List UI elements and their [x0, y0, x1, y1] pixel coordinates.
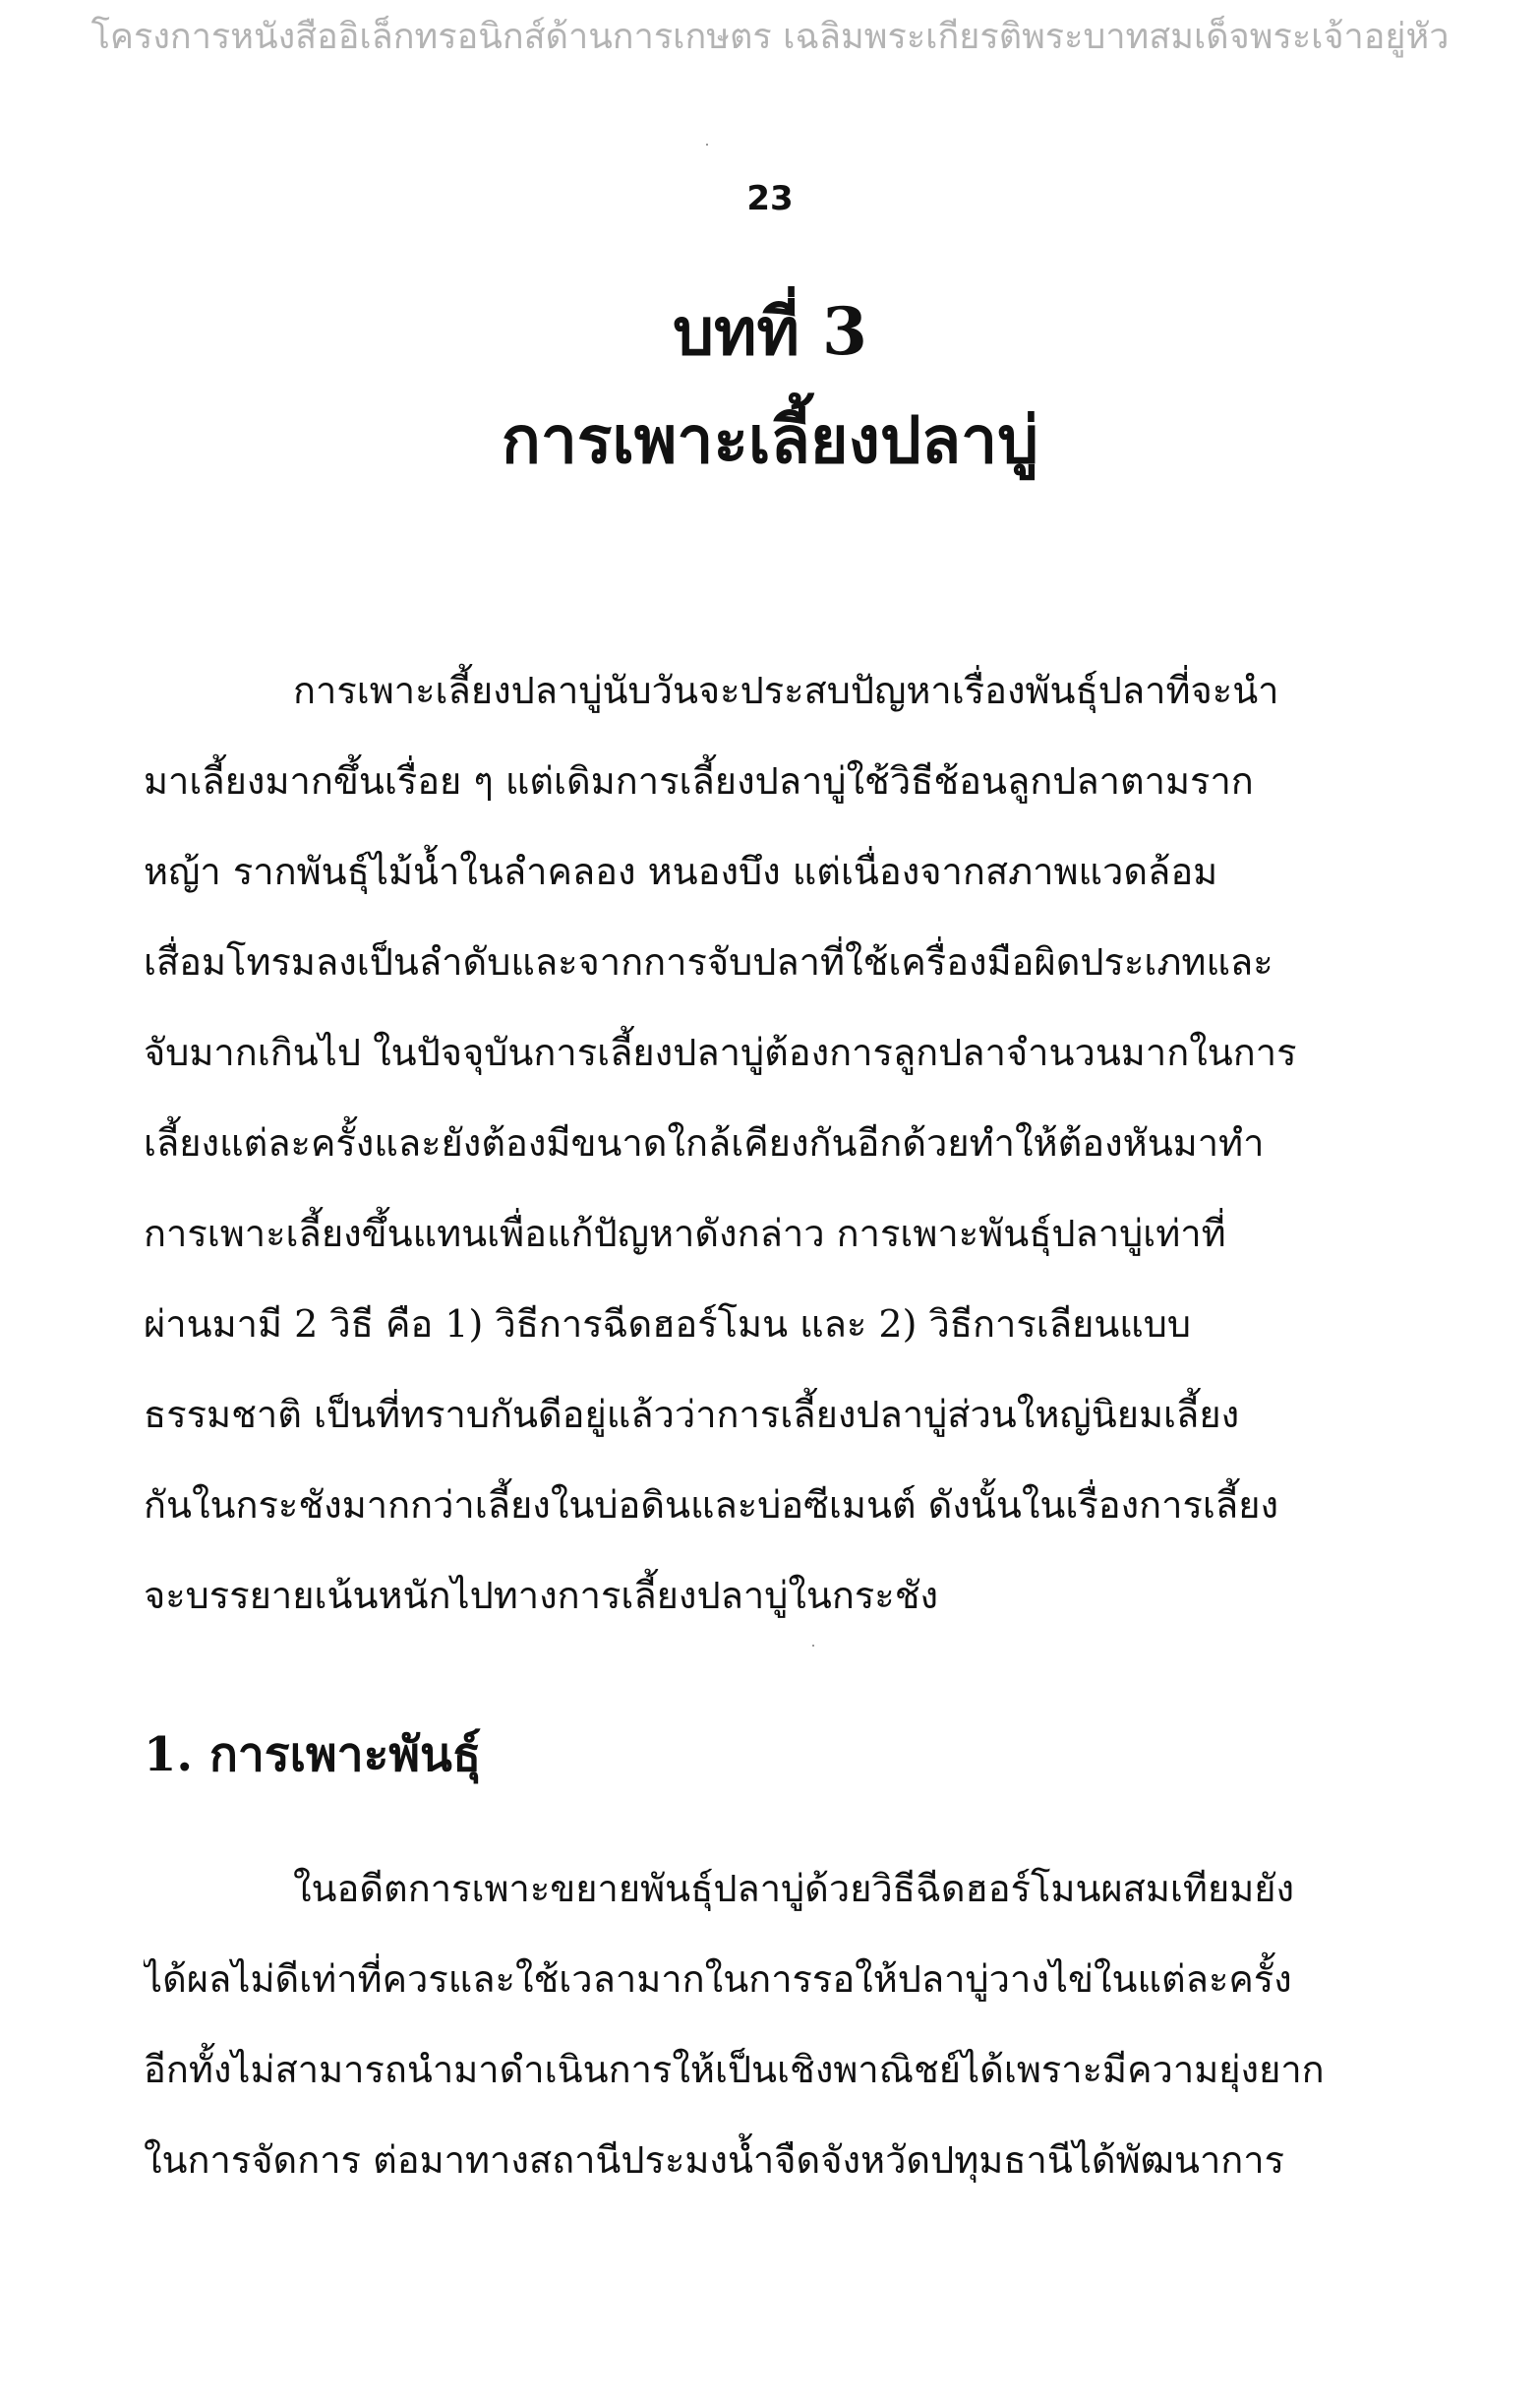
- paragraph-line: อีกทั้งไม่สามารถนำมาดำเนินการให้เป็นเชิงพาณิชย์ได้เพราะมีความยุ่งยาก: [144, 2048, 1325, 2091]
- paragraph-line: ผ่านมามี 2 วิธี คือ 1) วิธีการฉีดฮอร์โมน และ 2) วิธีการเลียนแบบ: [144, 1302, 1192, 1346]
- scan-speck: [812, 1645, 814, 1647]
- intro-paragraph: [144, 645, 1432, 1641]
- paragraph-line: เสื่อมโทรมลงเป็นลำดับและจากการจับปลาที่ใช้เครื่องมือผิดประเภทและ: [144, 940, 1273, 984]
- watermark-header: โครงการหนังสืออิเล็กทรอนิกส์ด้านการเกษตร เฉลิมพระเกียรติพระบาทสมเด็จพระเจ้าอยู่หัว: [90, 17, 1450, 57]
- paragraph-line: ในการจัดการ ต่อมาทางสถานีประมงน้ำจืดจังหวัดปทุมธานีได้พัฒนาการ: [144, 2138, 1285, 2182]
- page-number: 23: [746, 179, 794, 218]
- paragraph-line: จับมากเกินไป ในปัจจุบันการเลี้ยงปลาบู่ต้องการลูกปลาจำนวนมากในการ: [144, 1031, 1297, 1074]
- paragraph-line: กันในกระชังมากกว่าเลี้ยงในบ่อดินและบ่อซีเมนต์ ดังนั้นในเรื่องการเลี้ยง: [144, 1483, 1279, 1527]
- paragraph-line: ได้ผลไม่ดีเท่าที่ควรและใช้เวลามากในการรอให้ปลาบู่วางไข่ในแต่ละครั้ง: [144, 1957, 1292, 2001]
- section-paragraph: [144, 1843, 1432, 2205]
- paragraph-line: มาเลี้ยงมากขึ้นเรื่อย ๆ แต่เดิมการเลี้ยงปลาบู่ใช้วิธีช้อนลูกปลาตามราก: [144, 759, 1254, 803]
- paragraph-line: ธรรมชาติ เป็นที่ทราบกันดีอยู่แล้วว่าการเลี้ยงปลาบู่ส่วนใหญ่นิยมเลี้ยง: [144, 1393, 1240, 1436]
- paragraph-line: ในอดีตการเพาะขยายพันธุ์ปลาบู่ด้วยวิธีฉีดฮอร์โมนผสมเทียมยัง: [293, 1867, 1295, 1910]
- chapter-title: การเพาะเลี้ยงปลาบู่: [501, 401, 1039, 478]
- paragraph-line: หญ้า รากพันธุ์ไม้น้ำในลำคลอง หนองบึง แต่เนื่องจากสภาพแวดล้อม: [144, 850, 1218, 893]
- paragraph-line: การเพาะเลี้ยงปลาบู่นับวันจะประสบปัญหาเรื่องพันธุ์ปลาที่จะนำ: [293, 669, 1279, 712]
- scan-speck: [706, 144, 708, 146]
- section-heading: 1. การเพาะพันธุ์: [144, 1727, 482, 1782]
- chapter-number: บทที่ 3: [673, 293, 867, 370]
- paragraph-line: เลี้ยงแต่ละครั้งและยังต้องมีขนาดใกล้เคียงกันอีกด้วยทำให้ต้องหันมาทำ: [144, 1121, 1265, 1165]
- paragraph-line: จะบรรยายเน้นหนักไปทางการเลี้ยงปลาบู่ในกระชัง: [144, 1574, 939, 1617]
- chapter-heading: [0, 277, 1540, 494]
- paragraph-line: การเพาะเลี้ยงขึ้นแทนเพื่อแก้ปัญหาดังกล่าว การเพาะพันธุ์ปลาบู่เท่าที่: [144, 1212, 1226, 1255]
